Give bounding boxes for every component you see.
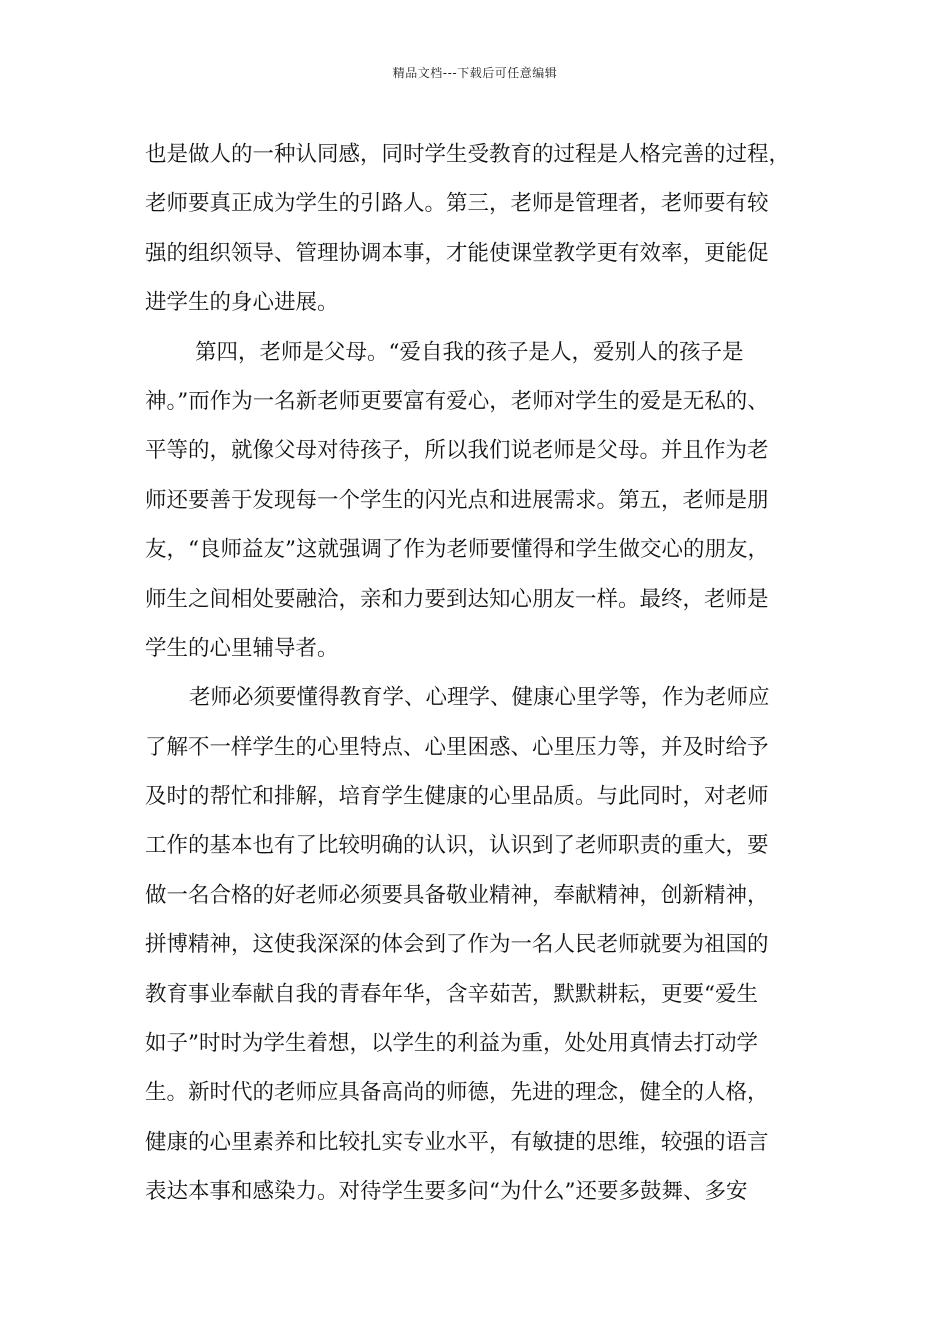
text-line: 拼博精神，这使我深深的体会到了作为一名人民老师就要为祖国的 <box>145 932 769 958</box>
text-line: 进学生的身心进展。 <box>145 290 339 316</box>
text-line: 也是做人的一种认同感，同时学生受教育的过程是人格完善的过程， <box>145 142 791 167</box>
text-line: 平等的，就像父母对待孩子，所以我们说老师是父母。并且作为老 <box>145 438 769 464</box>
text-line: 健康的心里素养和比较扎实专业水平，有敏捷的思维，较强的语言 <box>145 1129 769 1155</box>
text-line: 师还要善于发现每一个学生的闪光点和进展需求。第五，老师是朋 <box>145 487 769 513</box>
paragraph-start-line: 老师必须要懂得教育学、心理学、健康心里学等，作为老师应 <box>189 685 770 711</box>
text-line: 及时的帮忙和排解，培育学生健康的心里品质。与此同时，对老师 <box>145 784 769 810</box>
paragraph-start-line: 第四，老师是父母。“爱自我的孩子是人，爱别人的孩子是 <box>195 339 744 365</box>
body-text <box>145 130 810 1217</box>
text-line: 友，“良师益友”这就强调了作为老师要懂得和学生做交心的朋友， <box>145 537 769 563</box>
text-line: 如子”时时为学生着想，以学生的利益为重，处处用真情去打动学 <box>145 1031 758 1057</box>
text-line: 工作的基本也有了比较明确的认识，认识到了老师职责的重大，要 <box>145 833 769 859</box>
text-line: 学生的心里辅导者。 <box>145 635 339 661</box>
text-line: 强的组织领导、管理协调本事，才能使课堂教学更有效率，更能促 <box>145 240 769 266</box>
page-header: 精品文档---下载后可任意编辑 <box>392 66 558 80</box>
text-line: 神。”而作为一名新老师更要富有爱心，老师对学生的爱是无私的、 <box>145 388 769 414</box>
text-line: 师生之间相处要融洽，亲和力要到达知心朋友一样。最终，老师是 <box>145 586 769 612</box>
text-line: 了解不一样学生的心里特点、心里困惑、心里压力等，并及时给予 <box>145 734 769 760</box>
text-line: 表达本事和感染力。对待学生要多问“为什么”还要多鼓舞、多安 <box>145 1179 748 1205</box>
text-line: 生。新时代的老师应具备高尚的师德，先进的理念，健全的人格， <box>145 1080 769 1106</box>
text-line: 做一名合格的好老师必须要具备敬业精神，奉献精神，创新精神， <box>145 882 769 908</box>
text-line: 教育事业奉献自我的青春年华，含辛茹苦，默默耕耘，更要“爱生 <box>145 981 758 1007</box>
text-line: 老师要真正成为学生的引路人。第三，老师是管理者，老师要有较 <box>145 191 769 217</box>
